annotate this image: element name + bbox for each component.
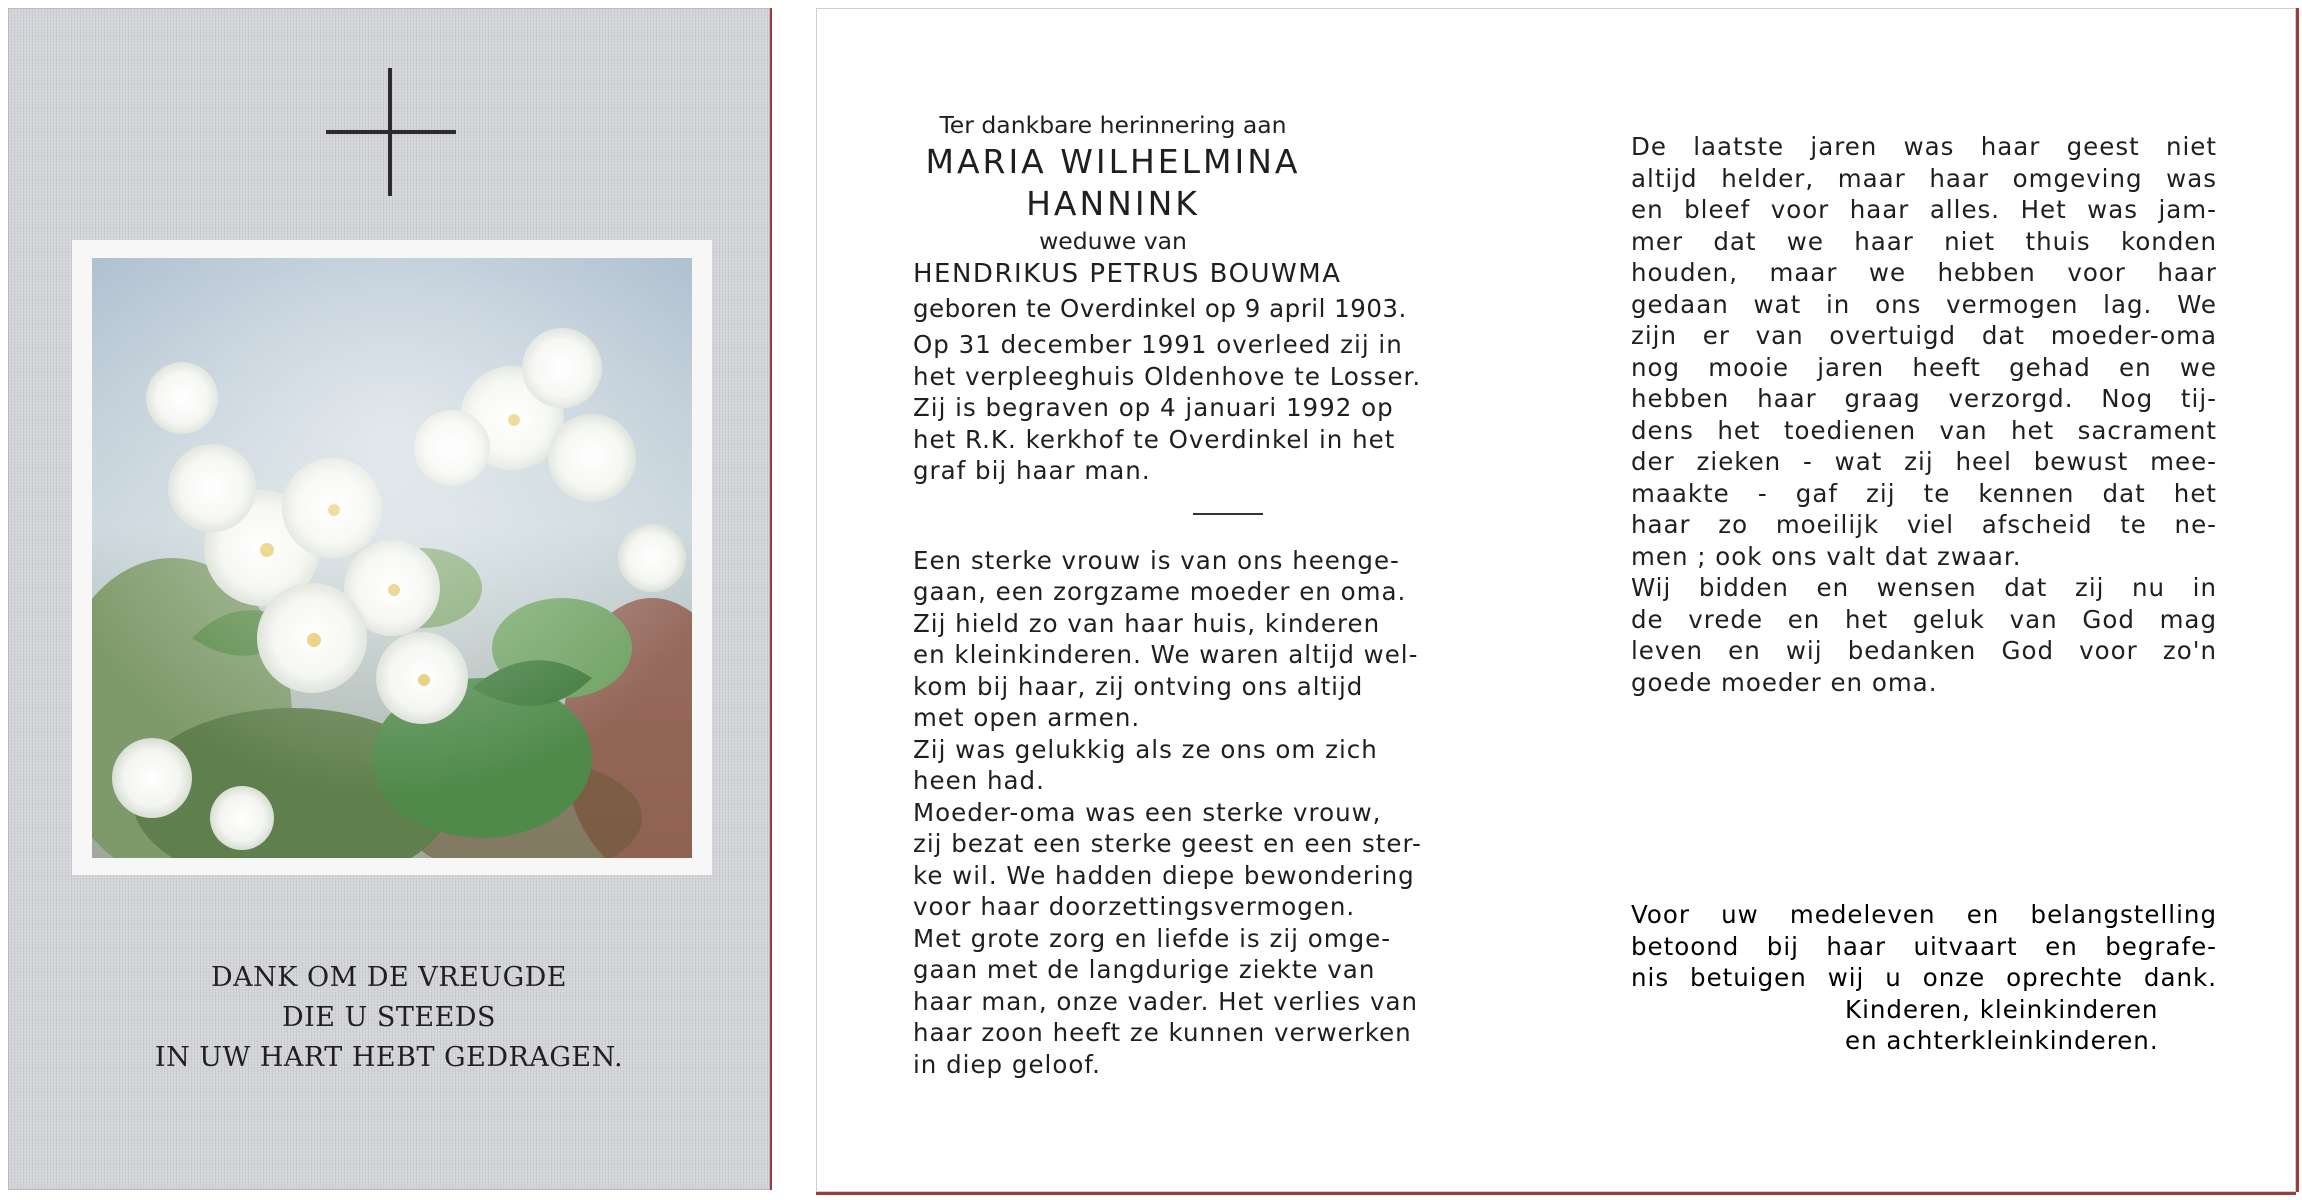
paragraph-line: de vrede en het geluk van God mag <box>1631 604 2217 634</box>
paragraph-line: kom bij haar, zij ontving ons altijd <box>913 671 1364 701</box>
paragraph-line: hebben haar graag verzorgd. Nog tij- <box>1631 384 2217 413</box>
paragraph-line: voor haar doorzettingsvermogen. <box>913 892 1356 921</box>
paragraph-line: Op 31 december 1991 overleed zij in <box>913 330 1403 359</box>
caption-line: DIE U STEEDS <box>281 1002 496 1033</box>
paragraph-line: het R.K. kerkhof te Overdinkel in het <box>913 424 1396 454</box>
paragraph-line: haar zoon heeft ze kunnen verwerken <box>913 1018 1412 1047</box>
photo-frame <box>72 240 712 875</box>
widow-of-text: weduwe van <box>1039 227 1187 255</box>
paragraph-line: goede moeder en oma. <box>1631 667 1938 697</box>
deceased-name-line-1: MARIA WILHELMINA <box>925 142 1301 181</box>
caption-line: IN UW HART HEBT GEDRAGEN. <box>154 1042 624 1073</box>
paragraph-line: haar zo moeilijk viel afscheid te ne- <box>1631 510 2217 539</box>
paragraph-line: gedaan wat in ons vermogen lag. We <box>1631 289 2217 319</box>
paragraph-line: altijd helder, maar haar omgeving was <box>1631 163 2217 193</box>
paragraph-line: het verpleeghuis Oldenhove te Losser. <box>913 361 1422 391</box>
signature-line: Kinderen, kleinkinderen <box>1845 994 2159 1024</box>
paragraph-line: mer dat we haar niet thuis konden <box>1631 226 2217 256</box>
paragraph-line: graf bij haar man. <box>913 456 1151 485</box>
paragraph-line: in diep geloof. <box>913 1049 1101 1079</box>
cross-icon <box>326 68 456 196</box>
paragraph-line: nis betuigen wij u onze oprechte dank. <box>1631 963 2217 992</box>
thanks-paragraph <box>1631 899 2217 1057</box>
paragraph-line: De laatste jaren was haar geest niet <box>1631 132 2217 161</box>
paragraph-line: Met grote zorg en liefde is zij omge- <box>913 923 1392 953</box>
paragraph-line: zijn er van overtuigd dat moeder-oma <box>1631 321 2217 350</box>
deceased-name-line-2: HANNINK <box>1026 184 1200 223</box>
signature-block <box>1631 994 2217 1057</box>
paragraph-line: betoond bij haar uitvaart en begrafe- <box>1631 931 2217 961</box>
paragraph-line: men ; ook ons valt dat zwaar. <box>1631 541 2022 571</box>
paragraph-line: heen had. <box>913 766 1045 795</box>
paragraph-line: maakte - gaf zij te kennen dat het <box>1631 478 2217 508</box>
divider <box>1193 513 1263 515</box>
paragraph-line: zij bezat een sterke geest en een ster- <box>913 829 1422 858</box>
paragraph-line: gaan, een zorgzame moeder en oma. <box>913 577 1407 606</box>
intro-text: Ter dankbare herinnering aan <box>939 111 1287 139</box>
tribute-paragraph <box>913 545 1422 1081</box>
paragraph-line: gaan met de langdurige ziekte van <box>913 955 1376 984</box>
memorial-column-left <box>913 109 1422 1080</box>
paragraph-line: en kleinkinderen. We waren altijd wel- <box>913 640 1419 669</box>
paragraph-line: Moeder-oma was een sterke vrouw, <box>913 797 1382 827</box>
paragraph-line: ke wil. We hadden diepe bewondering <box>913 860 1415 890</box>
caption-line: DANK OM DE VREUGDE <box>210 962 568 993</box>
paragraph-line: en bleef voor haar alles. Het was jam- <box>1631 195 2217 224</box>
card-front-caption <box>8 958 770 1078</box>
paragraph-line: nog mooie jaren heeft gehad en we <box>1631 352 2217 382</box>
memorial-column-right <box>1631 131 2217 698</box>
prayer-card-front <box>8 8 770 1190</box>
signature-line: en achterkleinkinderen. <box>1845 1026 2159 1055</box>
death-paragraph <box>913 329 1422 487</box>
birth-text: geboren te Overdinkel op 9 april 1903. <box>913 294 1407 323</box>
paragraph-line: Wij bidden en wensen dat zij nu in <box>1631 573 2217 602</box>
paragraph-line: Zij is begraven op 4 januari 1992 op <box>913 393 1394 422</box>
paragraph-line: dens het toedienen van het sacrament <box>1631 415 2217 445</box>
paragraph-line: haar man, onze vader. Het verlies van <box>913 986 1418 1016</box>
paragraph-line: Een sterke vrouw is van ons heenge- <box>913 545 1400 575</box>
spouse-name: HENDRIKUS PETRUS BOUWMA <box>913 259 1342 289</box>
paragraph-line: houden, maar we hebben voor haar <box>1631 258 2217 287</box>
blossom-photo <box>92 258 692 858</box>
paragraph-line: Zij hield zo van haar huis, kinderen <box>913 608 1381 638</box>
paragraph-line: der zieken - wat zij heel bewust mee- <box>1631 447 2217 476</box>
paragraph-line: Voor uw medeleven en belangstelling <box>1631 900 2217 929</box>
paragraph-line: Zij was gelukkig als ze ons om zich <box>913 734 1378 764</box>
paragraph-line: leven en wij bedanken God voor zo'n <box>1631 636 2217 665</box>
prayer-card-inside <box>816 8 2296 1192</box>
paragraph-line: met open armen. <box>913 703 1141 732</box>
